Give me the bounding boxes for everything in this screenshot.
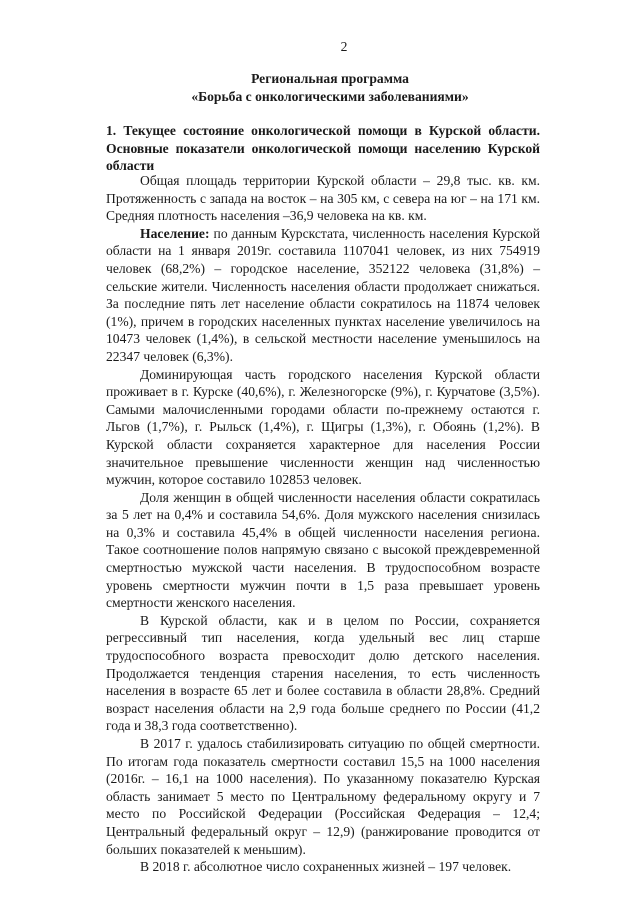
program-subtitle: «Борьба с онкологическими заболеваниями» <box>191 89 469 104</box>
paragraph-saved-lives <box>106 858 540 876</box>
paragraph-urban <box>106 366 540 489</box>
paragraph-mortality <box>106 735 540 858</box>
paragraph-aging <box>106 612 540 735</box>
paragraph-text: по данным Курскстата, численность населения Курской области на 1 января 2019г. составила 1107041 человек, из них 754919 человек (68,2%) – городское население, 352122 человека (31,8%) – сельские жители. Численность населения области продолжает снижаться. За последние пять лет население области сократилось на 11874 человек (1%), причем в городских населенных пунктах население увеличилось на 10473 человек (1,4%), в сельской местности население уменьшилось на 22347 человек (6,3%). <box>106 225 540 364</box>
paragraph-lead: Население: <box>140 225 210 241</box>
paragraph-area <box>106 172 540 225</box>
paragraph-text: Доля женщин в общей численности населения области сократилась за 5 лет на 0,4% и составила 54,6%. Доля мужского населения снизилась на 0,3% и составила 45,4% в общей численности населения региона. Такое соотношение полов напрямую связано с высокой преждевременной смертностью мужской части населения. В трудоспособном возрасте уровень смертности мужчин почти в 1,5 раза превышает уровень смертности женского населения. <box>106 489 540 611</box>
page-number: 2 <box>340 39 348 54</box>
paragraph-text: Общая площадь территории Курской области – 29,8 тыс. кв. км. Протяженность с запада на восток – на 305 км, с севера на юг – на 171 км. Средняя плотность населения –36,9 человека на кв. км. <box>106 173 540 224</box>
paragraph-text: В 2018 г. абсолютное число сохраненных жизней – 197 человек. <box>140 859 512 875</box>
paragraph-text: В 2017 г. удалось стабилизировать ситуацию по общей смертности. По итогам года показатель смертности составил 15,5 на 1000 населения (2016г. – 16,1 на 1000 населения). По указанному показателю Курская область занимает 5 место по Центральному федеральному округу и 7 место по Российской Федерации (Российская Федерация – 12,4; Центральный федеральный округ – 12,9) (ранжирование проводится от больших показателей к меньшим). <box>106 736 540 857</box>
section-heading: 1. Текущее состояние онкологической помощи в Курской области. Основные показатели онкологической помощи населению Курской области <box>106 123 540 174</box>
document-body <box>106 172 540 876</box>
program-title: Региональная программа <box>251 71 409 86</box>
paragraph-text: В Курской области, как и в целом по России, сохраняется регрессивный тип населения, когда удельный вес лиц старше трудоспособного возраста превосходит долю детского населения. Продолжается тенденция старения населения, то есть численность населения в возрасте 65 лет и более составила в области 28,8%. Средний возраст населения области на 2,9 года больше среднего по России (41,2 года и 38,3 года соответственно). <box>106 612 540 734</box>
paragraph-text: Доминирующая часть городского населения Курской области проживает в г. Курске (40,6%), г. Железногорске (9%), г. Курчатове (3,5%). Самыми малочисленными городами области по-прежнему остаются г. Льгов (1,7%), г. Рыльск (1,4%), г. Щигры (1,3%), г. Обоянь (1,2%). В Курской области сохраняется характерное для населения России значительное превышение численности женщин над численностью мужчин, которое составило 102853 человек. <box>106 366 540 488</box>
paragraph-gender <box>106 489 540 612</box>
paragraph-population <box>106 225 540 366</box>
